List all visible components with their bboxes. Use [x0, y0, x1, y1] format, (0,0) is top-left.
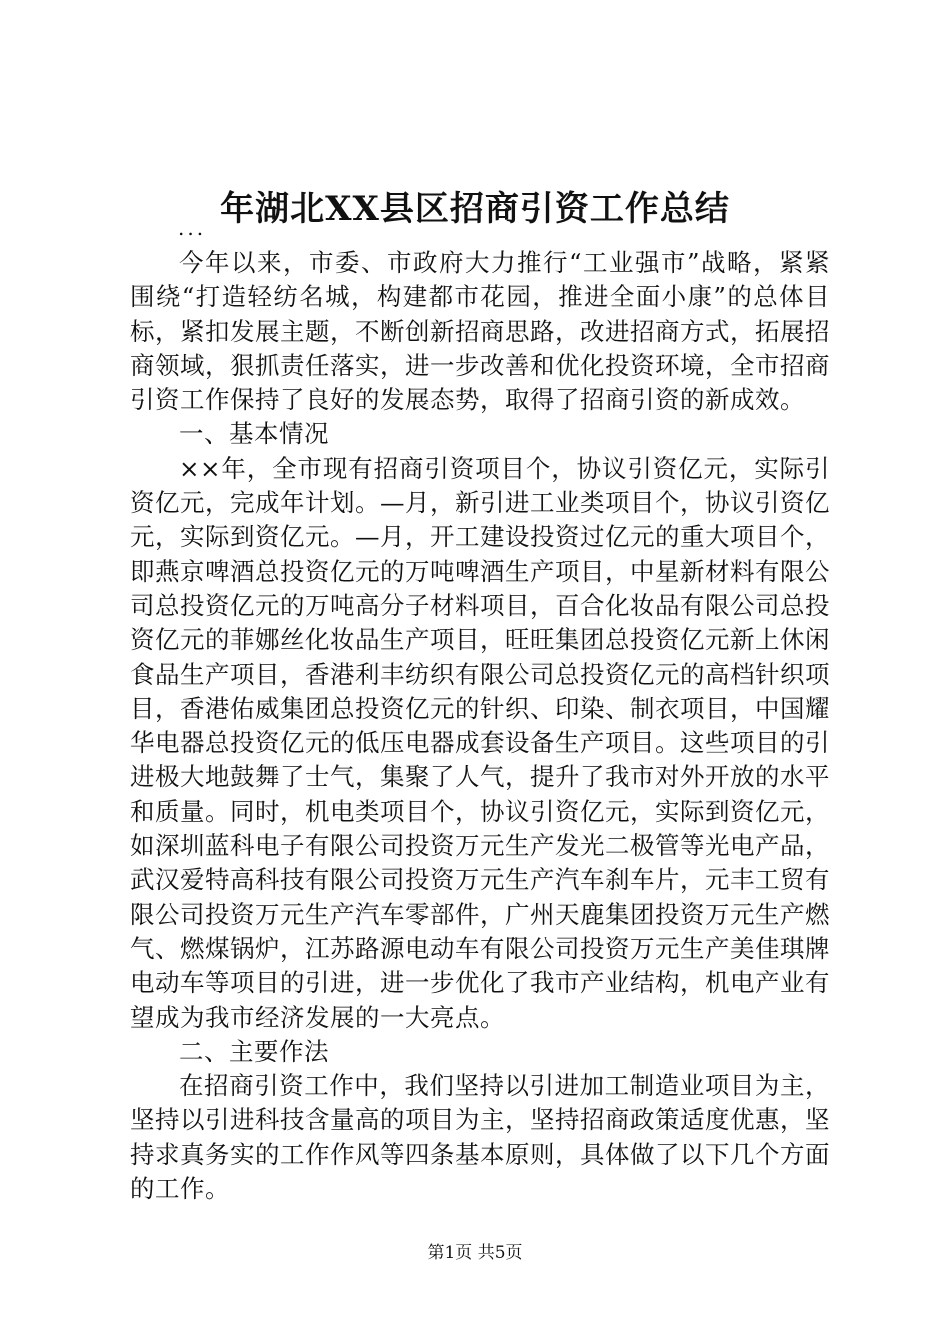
page-footer: 第1页 共5页 — [427, 1243, 523, 1263]
section-heading-basic-situation: 一、基本情况 — [179, 419, 329, 449]
intro-paragraph: 今年以来，市委、市政府大力推行“工业强市”战略，紧紧围绕“打造轻纺名城，构建都市花园，推进全面小康”的总体目标，紧扣发展主题，不断创新招商思路，改进招商方式，拓展招商领域，狠抓责任落实，进一步改善和优化投资环境，全市招商引资工作保持了良好的发展态势，取得了招商引资的新成效。 — [130, 248, 830, 415]
document-title: 年湖北XX县区招商引资工作总结 — [220, 189, 730, 229]
section-heading-main-methods: 二、主要作法 — [179, 1036, 329, 1066]
basic-situation-paragraph: ××年，全市现有招商引资项目个，协议引资亿元，实际引资亿元，完成年计划。—月，新引进工业类项目个，协议引资亿元，实际到资亿元。—月，开工建设投资过亿元的重大项目个，即燕京啤酒总投资亿元的万吨啤酒生产项目，中星新材料有限公司总投资亿元的万吨高分子材料项目，百合化妆品有限公司总投资亿元的菲娜丝化妆品生产项目，旺旺集团总投资亿元新上休闲食品生产项目，香港利丰纺织有限公司总投资亿元的高档针织项目，香港佑威集团总投资亿元的针织、印染、制衣项目，中国耀华电器总投资亿元的低压电器成套设备生产项目。这些项目的引进极大地鼓舞了士气，集聚了人气，提升了我市对外开放的水平和质量。同时，机电类项目个，协议引资亿元，实际到资亿元，如深圳蓝科电子有限公司投资万元生产发光二极管等光电产品，武汉爱特高科技有限公司投资万元生产汽车刹车片，元丰工贸有限公司投资万元生产汽车零部件，广州天鹿集团投资万元生产燃气、燃煤锅炉，江苏路源电动车有限公司投资万元生产美佳琪牌电动车等项目的引进，进一步优化了我市产业结构，机电产业有望成为我市经济发展的一大亮点。 — [130, 453, 830, 1032]
title-ellipsis: ... — [178, 216, 207, 240]
main-methods-paragraph: 在招商引资工作中，我们坚持以引进加工制造业项目为主，坚持以引进科技含量高的项目为主，坚持招商政策适度优惠，坚持求真务实的工作作风等四条基本原则，具体做了以下几个方面的工作。 — [130, 1071, 830, 1204]
document-body — [130, 246, 830, 1206]
